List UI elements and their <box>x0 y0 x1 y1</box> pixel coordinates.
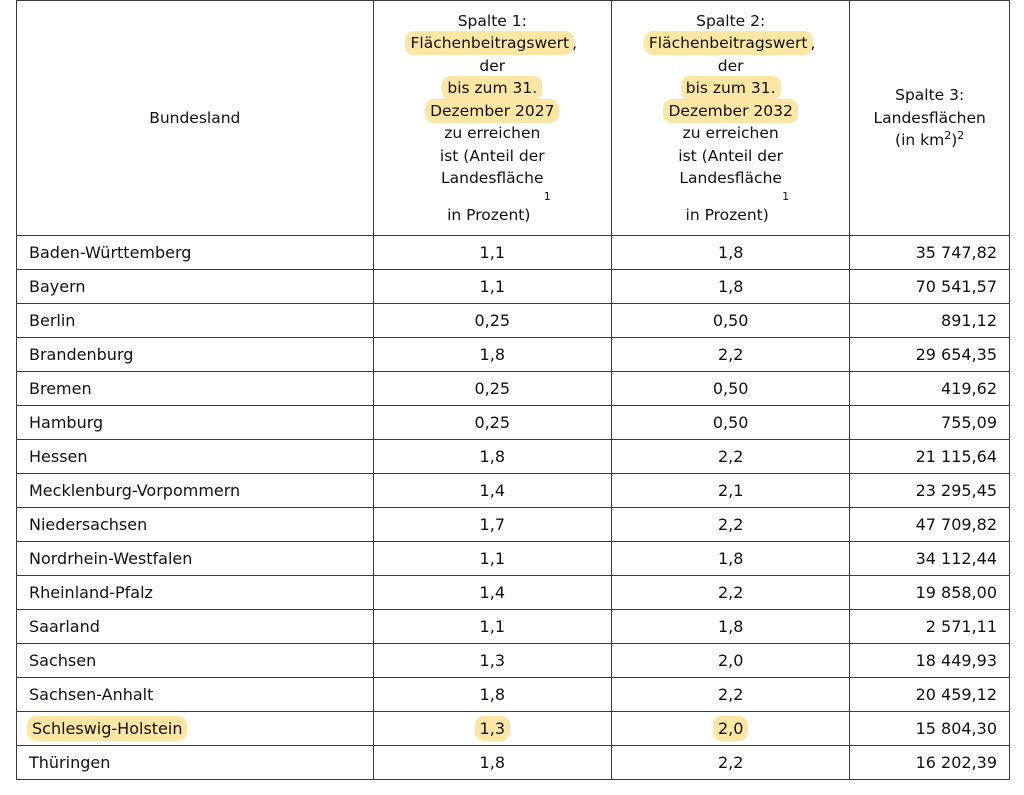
cell-bundesland-value: Hessen <box>29 447 88 466</box>
header-spalte-3-sup2: 2 <box>957 129 965 143</box>
cell-landesflaeche-value: 891,12 <box>941 311 997 330</box>
table-row <box>17 270 1010 304</box>
cell-bundesland-value: Baden-Württemberg <box>29 243 192 262</box>
header-spalte-2-footnote-mark: 1 <box>782 189 790 203</box>
cell-spalte-1-value: 0,25 <box>474 413 511 432</box>
header-spalte-3-unit <box>850 129 1009 152</box>
cell-bundesland <box>17 644 374 678</box>
cell-spalte-2 <box>611 270 849 304</box>
table-row <box>17 610 1010 644</box>
cell-spalte-1-value: 1,1 <box>479 617 505 636</box>
cell-spalte-1-value: 1,7 <box>479 515 505 534</box>
header-spalte-1-title: Spalte 1: <box>457 11 527 30</box>
cell-spalte-2-value: 2,1 <box>717 481 744 500</box>
cell-landesflaeche <box>850 338 1010 372</box>
cell-spalte-1-value: 1,8 <box>479 685 505 704</box>
cell-landesflaeche <box>850 406 1010 440</box>
cell-landesflaeche <box>850 236 1010 270</box>
cell-spalte-1-value: 1,4 <box>479 583 505 602</box>
cell-spalte-1 <box>373 542 611 576</box>
cell-landesflaeche <box>850 746 1010 780</box>
table-row <box>17 712 1010 746</box>
table-row <box>17 372 1010 406</box>
cell-spalte-2 <box>611 576 849 610</box>
cell-spalte-1 <box>373 746 611 780</box>
cell-landesflaeche-value: 16 202,39 <box>915 753 997 772</box>
cell-spalte-2-value: 1,8 <box>717 277 744 296</box>
header-row <box>17 1 1010 236</box>
table-header <box>17 1 1010 236</box>
cell-spalte-2-value: 1,8 <box>717 549 744 568</box>
cell-bundesland <box>17 712 374 746</box>
cell-landesflaeche-value: 19 858,00 <box>915 583 997 602</box>
cell-spalte-2 <box>611 610 849 644</box>
cell-spalte-1 <box>373 576 611 610</box>
table-row <box>17 406 1010 440</box>
header-spalte-1-l2: ist (Anteil der <box>439 146 545 165</box>
cell-spalte-2-value: 2,2 <box>717 345 744 364</box>
header-spalte-2-title: Spalte 2: <box>696 11 766 30</box>
highlight-date-part-1: bis zum 31. <box>444 78 540 98</box>
table-row <box>17 508 1010 542</box>
cell-spalte-2-value: 2,2 <box>717 685 744 704</box>
cell-bundesland-value: Niedersachsen <box>29 515 148 534</box>
cell-spalte-2-value: 0,50 <box>712 413 749 432</box>
cell-spalte-1-value: 1,3 <box>479 651 505 670</box>
cell-spalte-2 <box>611 712 849 746</box>
cell-bundesland-value: Bayern <box>29 277 86 296</box>
header-spalte-3-sup1: 2 <box>944 129 952 143</box>
cell-spalte-1 <box>373 236 611 270</box>
cell-spalte-1-value: 1,1 <box>479 549 505 568</box>
cell-bundesland <box>17 474 374 508</box>
cell-bundesland-value: Bremen <box>29 379 92 398</box>
cell-spalte-2-value: 2,2 <box>717 515 744 534</box>
cell-landesflaeche-value: 20 459,12 <box>915 685 997 704</box>
header-spalte-3 <box>850 1 1010 236</box>
cell-spalte-2-value: 1,8 <box>717 617 744 636</box>
header-spalte-1-line-last <box>374 204 611 227</box>
cell-spalte-1-value: 1,3 <box>477 718 508 739</box>
header-spalte-3-l2b: ) <box>951 131 958 150</box>
cell-landesflaeche <box>850 542 1010 576</box>
cell-spalte-2-value: 0,50 <box>712 379 749 398</box>
cell-spalte-2 <box>611 746 849 780</box>
table-row <box>17 678 1010 712</box>
cell-bundesland-value: Sachsen-Anhalt <box>29 685 154 704</box>
cell-spalte-1 <box>373 406 611 440</box>
cell-spalte-1 <box>373 372 611 406</box>
cell-bundesland <box>17 746 374 780</box>
cell-spalte-1 <box>373 644 611 678</box>
cell-spalte-1 <box>373 338 611 372</box>
cell-landesflaeche <box>850 474 1010 508</box>
cell-spalte-1-value: 1,8 <box>479 753 505 772</box>
cell-spalte-1-value: 1,4 <box>479 481 505 500</box>
cell-landesflaeche-value: 35 747,82 <box>915 243 997 262</box>
cell-spalte-1 <box>373 508 611 542</box>
cell-bundesland-value: Schleswig-Holstein <box>29 718 185 739</box>
cell-spalte-1-value: 0,25 <box>474 379 511 398</box>
header-spalte-2-l3: Landesfläche <box>679 169 782 188</box>
cell-spalte-1 <box>373 678 611 712</box>
cell-spalte-1 <box>373 304 611 338</box>
cell-landesflaeche <box>850 440 1010 474</box>
cell-bundesland <box>17 304 374 338</box>
header-spalte-2-line-last <box>612 204 849 227</box>
cell-bundesland <box>17 440 374 474</box>
cell-landesflaeche <box>850 610 1010 644</box>
header-spalte-2-line-2 <box>612 32 849 55</box>
cell-spalte-1 <box>373 610 611 644</box>
highlight-date-part-1-2: bis zum 31. <box>683 78 779 98</box>
cell-landesflaeche <box>850 576 1010 610</box>
cell-spalte-2 <box>611 678 849 712</box>
cell-landesflaeche-value: 15 804,30 <box>915 719 997 738</box>
cell-landesflaeche <box>850 270 1010 304</box>
cell-bundesland-value: Sachsen <box>29 651 97 670</box>
highlight-flaechenbeitragswert-2: Flächenbeitragswert <box>646 33 811 53</box>
table-row <box>17 644 1010 678</box>
cell-spalte-2 <box>611 406 849 440</box>
cell-landesflaeche <box>850 372 1010 406</box>
highlight-flaechenbeitragswert: Flächenbeitragswert <box>407 33 572 53</box>
table-row <box>17 746 1010 780</box>
cell-spalte-2 <box>611 440 849 474</box>
cell-landesflaeche-value: 419,62 <box>941 379 997 398</box>
cell-spalte-2-value: 2,2 <box>717 753 744 772</box>
cell-spalte-2 <box>611 236 849 270</box>
header-spalte-3-title: Spalte 3: <box>895 86 965 105</box>
table-body <box>17 236 1010 780</box>
header-spalte-2-der: der <box>717 56 744 75</box>
header-spalte-2-line-4 <box>612 77 849 100</box>
header-spalte-1-comma: , <box>572 34 578 53</box>
cell-bundesland <box>17 406 374 440</box>
cell-spalte-1 <box>373 270 611 304</box>
cell-bundesland <box>17 270 374 304</box>
header-spalte-1-footnote-mark: 1 <box>543 189 551 203</box>
header-spalte-1-l3: Landesfläche <box>440 169 544 188</box>
cell-landesflaeche <box>850 304 1010 338</box>
cell-spalte-2 <box>611 372 849 406</box>
cell-spalte-1 <box>373 712 611 746</box>
cell-bundesland-value: Saarland <box>29 617 100 636</box>
cell-landesflaeche-value: 21 115,64 <box>915 447 997 466</box>
cell-spalte-2-value: 2,2 <box>717 447 744 466</box>
cell-bundesland-value: Mecklenburg-Vorpommern <box>29 481 241 500</box>
header-spalte-1-line-2 <box>374 32 611 55</box>
table-row <box>17 576 1010 610</box>
header-spalte-1-line-4 <box>374 77 611 100</box>
header-bundesland: Bundesland <box>17 1 374 236</box>
cell-landesflaeche <box>850 508 1010 542</box>
header-spalte-2-line-5 <box>612 100 849 123</box>
cell-spalte-1-value: 1,1 <box>479 243 505 262</box>
cell-spalte-1-value: 1,8 <box>479 447 505 466</box>
cell-landesflaeche-value: 2 571,11 <box>925 617 997 636</box>
header-spalte-1-line-5 <box>374 100 611 123</box>
cell-bundesland <box>17 576 374 610</box>
cell-spalte-2-value: 2,2 <box>717 583 744 602</box>
header-spalte-2-l4: in Prozent) <box>685 205 769 224</box>
cell-spalte-2-value: 2,0 <box>715 718 746 739</box>
cell-bundesland-value: Brandenburg <box>29 345 134 364</box>
header-spalte-1-l4: in Prozent) <box>447 205 531 224</box>
cell-spalte-1-value: 1,1 <box>479 277 505 296</box>
header-spalte-1-l1: zu erreichen <box>444 124 541 143</box>
cell-landesflaeche-value: 18 449,93 <box>915 651 997 670</box>
cell-landesflaeche-value: 755,09 <box>941 413 997 432</box>
cell-landesflaeche-value: 47 709,82 <box>915 515 997 534</box>
cell-bundesland-value: Rheinland-Pfalz <box>29 583 153 602</box>
table-row <box>17 542 1010 576</box>
cell-bundesland <box>17 372 374 406</box>
table-row <box>17 236 1010 270</box>
cell-spalte-1 <box>373 440 611 474</box>
cell-bundesland <box>17 508 374 542</box>
cell-spalte-2 <box>611 542 849 576</box>
cell-bundesland-value: Berlin <box>29 311 76 330</box>
cell-spalte-1-value: 1,8 <box>479 345 505 364</box>
state-area-table <box>16 0 1010 780</box>
header-spalte-2-l2: ist (Anteil der <box>678 146 784 165</box>
header-spalte-2 <box>611 1 849 236</box>
table-row <box>17 304 1010 338</box>
cell-landesflaeche-value: 70 541,57 <box>915 277 997 296</box>
header-spalte-1 <box>373 1 611 236</box>
cell-bundesland <box>17 678 374 712</box>
cell-landesflaeche <box>850 678 1010 712</box>
header-spalte-3-l2a: (in km <box>895 131 945 150</box>
cell-spalte-1-value: 0,25 <box>474 311 511 330</box>
cell-spalte-2 <box>611 508 849 542</box>
cell-spalte-2 <box>611 304 849 338</box>
cell-spalte-2-value: 1,8 <box>717 243 744 262</box>
cell-spalte-2-value: 0,50 <box>712 311 749 330</box>
cell-landesflaeche-value: 34 112,44 <box>915 549 997 568</box>
header-spalte-2-l1: zu erreichen <box>682 124 779 143</box>
cell-spalte-1 <box>373 474 611 508</box>
header-spalte-3-l1: Landesflächen <box>873 108 986 127</box>
cell-bundesland <box>17 542 374 576</box>
cell-bundesland-value: Hamburg <box>29 413 104 432</box>
cell-spalte-2 <box>611 474 849 508</box>
cell-landesflaeche-value: 29 654,35 <box>915 345 997 364</box>
highlight-date-part-2: Dezember 2027 <box>427 101 557 121</box>
cell-bundesland <box>17 236 374 270</box>
cell-bundesland <box>17 610 374 644</box>
header-spalte-2-comma: , <box>810 34 816 53</box>
highlight-date-part-2-2: Dezember 2032 <box>665 101 795 121</box>
table-row <box>17 338 1010 372</box>
cell-landesflaeche <box>850 644 1010 678</box>
header-spalte-1-der: der <box>479 56 506 75</box>
cell-bundesland <box>17 338 374 372</box>
cell-spalte-2-value: 2,0 <box>717 651 744 670</box>
cell-spalte-2 <box>611 338 849 372</box>
cell-landesflaeche-value: 23 295,45 <box>915 481 997 500</box>
cell-spalte-2 <box>611 644 849 678</box>
table-row <box>17 474 1010 508</box>
cell-landesflaeche <box>850 712 1010 746</box>
cell-bundesland-value: Thüringen <box>29 753 111 772</box>
table-row <box>17 440 1010 474</box>
cell-bundesland-value: Nordrhein-Westfalen <box>29 549 193 568</box>
